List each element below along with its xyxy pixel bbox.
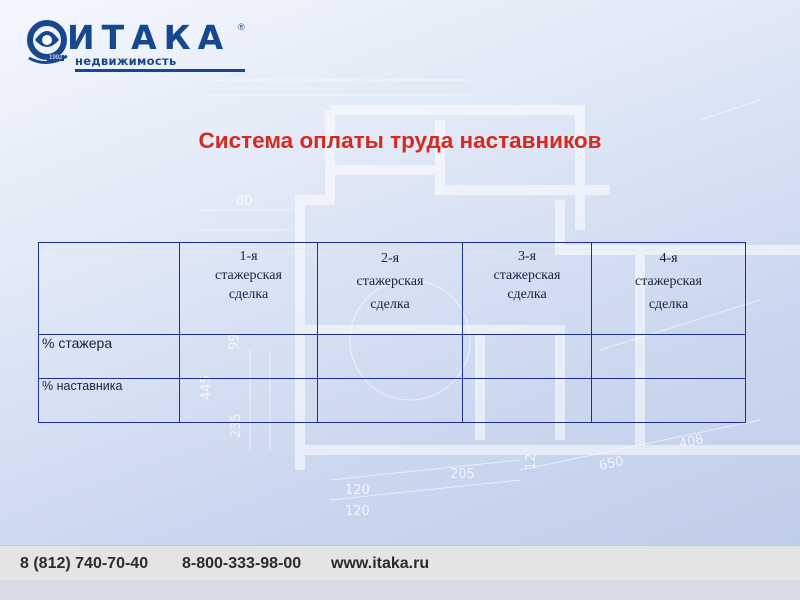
table-cell [180,335,318,379]
blueprint-number: 99 [227,333,242,350]
header-line: 4-я [659,251,678,266]
table-header-cell [180,243,318,335]
footer-phone-2: 8-800-333-98-00 [182,555,302,572]
header-line: сделка [228,287,269,302]
blueprint-number: 235 [229,413,244,438]
blueprint-number: 120 [345,483,370,498]
payment-table [38,242,746,423]
row-label-text: % наставника [42,379,123,393]
header-line: 3-я [517,249,537,264]
table-header-row [39,243,746,335]
itaka-logo [25,18,255,74]
row-label-text: % стажера [42,335,113,351]
blueprint-number: 120 [345,504,370,519]
blueprint-number: 650 [597,454,626,474]
blueprint-number: 80 [236,194,253,209]
table-row [39,335,746,379]
footer-bar [0,545,800,581]
table-header-cell [318,243,463,335]
header-line: стажерская [356,274,424,289]
footer-bottom-strip [0,580,800,600]
logo-subtitle: недвижимость [75,54,177,68]
logo-underline [75,69,245,72]
slide-title: Система оплаты труда наставников [198,128,602,153]
header-line: стажерская [215,268,282,283]
table-row [39,379,746,423]
header-line: сделка [648,297,689,312]
table-cell [592,335,746,379]
header-line: стажерская [635,274,702,289]
blueprint-number: 205 [450,467,475,482]
header-line: сделка [507,287,547,302]
header-line: 2-я [380,251,400,266]
header-line: 1-я [239,249,258,264]
logo-year: 1992 [49,55,63,61]
table-cell [180,379,318,423]
logo-brand: ИТАКА [67,18,231,57]
table-cell [463,335,592,379]
footer-website[interactable]: www.itaka.ru [331,555,430,572]
blueprint-number: 445 [199,375,214,400]
table-corner-cell [39,243,180,335]
table-header-cell [592,243,746,335]
blueprint-number: 408 [677,432,706,452]
table-cell [318,335,463,379]
table-cell [592,379,746,423]
header-line: сделка [370,297,410,312]
header-line: стажерская [493,268,561,283]
blueprint-number: 12 [524,453,539,470]
row-label [39,379,180,423]
footer-phone-1: 8 (812) 740-70-40 [20,555,149,572]
table-cell [318,379,463,423]
row-label [39,335,180,379]
table-header-cell [463,243,592,335]
logo-registered-mark: ® [238,22,245,32]
table-cell [463,379,592,423]
